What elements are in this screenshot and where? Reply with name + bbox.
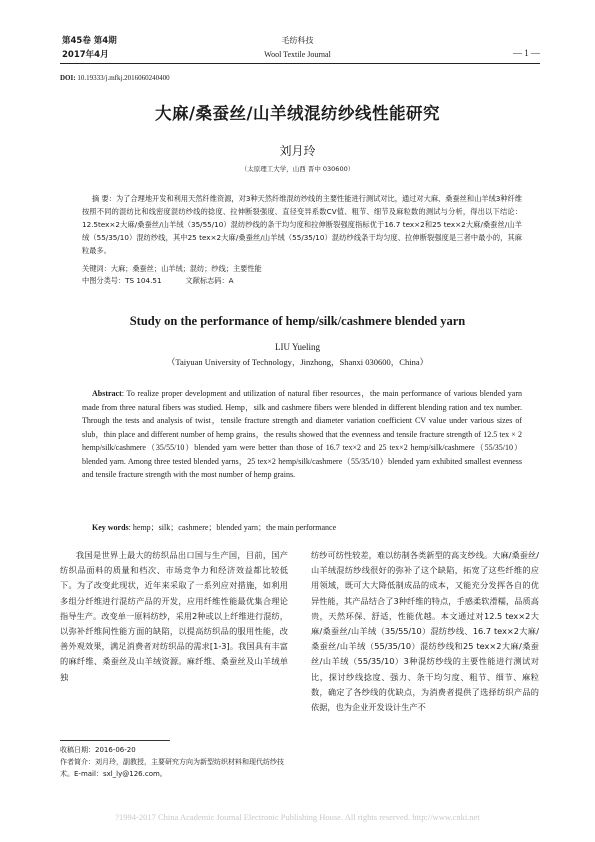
page-number: — 1 — xyxy=(513,48,540,58)
class-number: 中图分类号：TS 104.51 xyxy=(82,276,162,285)
body-column-left xyxy=(60,548,288,685)
classification-line xyxy=(82,276,234,286)
volume-issue: 第45卷 第4期 xyxy=(62,36,117,46)
doi-label: DOI: xyxy=(60,74,76,82)
body-column-right xyxy=(311,548,539,715)
english-title: Study on the performance of hemp/silk/cashmere blended yarn xyxy=(129,314,466,328)
journal-name-cn: 毛纺科技 xyxy=(281,36,314,45)
english-keywords xyxy=(92,522,336,533)
chinese-affiliation: （太原理工大学，山西 晋中 030600） xyxy=(240,165,355,173)
doi-line xyxy=(60,74,170,82)
abstract-label: Abstract xyxy=(92,389,122,398)
chinese-author: 刘月玲 xyxy=(279,144,316,158)
document-code: 文献标志码：A xyxy=(185,276,234,285)
footnote xyxy=(60,744,290,780)
keywords-label: Key words xyxy=(92,523,129,532)
chinese-title: 大麻/桑蚕丝/山羊绒混纺纱线性能研究 xyxy=(154,104,441,123)
publication-date: 2017年4月 xyxy=(62,50,109,60)
english-abstract xyxy=(82,387,522,482)
english-affiliation: （Taiyuan University of Technology，Jinzhong，Shanxi 030600，China） xyxy=(166,357,429,367)
copyright-watermark: ?1994-2017 China Academic Journal Electronic Publishing House. All rights reserved. http://www.cnki.net xyxy=(115,812,480,822)
footnote-rule xyxy=(60,740,170,741)
english-abstract-text: : To realize proper development and utilization of natural fiber resources，the main performance of various blended yarn made from three natural fibers was studied. Hemp，silk and cashmere fibers were blended in different blending ration and tex number. Through the tests and analysis of twist，tensile fracture strength and diameter variation coefficient CV value under various sizes of slub，thin place and different number of hemp grains，the results showed that the evenness and tensile fracture strength of 12.5 tex × 2 hemp/silk/cashmere（35/55/10）blended yarn were better than those of 16.7 tex×2 and 25 tex×2 hemp/silk/cashmere（55/35/10）blended yarn. Among three tested blended yarns，25 tex×2 hemp/silk/cashmere（55/35/10）blended yarn exhibited smallest evenness and tensile fracture strength with the most number of hemp grains. xyxy=(82,389,522,479)
english-author: LIU Yueling xyxy=(275,342,320,352)
author-bio: 作者简介：刘月玲，副教授，主要研究方向为新型纺织材料和现代纺纱技术。E-mail：sxl_ly@126.com。 xyxy=(60,758,284,778)
journal-name-en: Wool Textile Journal xyxy=(264,50,331,59)
english-keywords-text: : hemp；silk；cashmere；blended yarn；the main performance xyxy=(128,523,337,532)
body-paragraph: 我国是世界上最大的纺织品出口国与生产国，目前，国产纺织品面料的质量和档次、市场竞争力和经济效益都比较低下。为了改变此现状，近年来采取了一系列应对措施，如利用多组分纤维进行混纺产品的开发，应用纤维性能最优集合理论指导生产。改变单一原料纺纱，采用2种或以上纤维进行混纺，以弥补纤维间性能方面的缺陷，以提高纺织品的服用性能，改善外观效果，满足消费者对纺织品的需求[1-3]。我国具有丰富的麻纤维、桑蚕丝及山羊绒资源。麻纤维、桑蚕丝及山羊绒单独 xyxy=(60,550,288,682)
running-header-center xyxy=(0,34,595,62)
chinese-abstract xyxy=(82,192,522,257)
body-paragraph: 纺纱可纺性较差，难以纺制各类新型的高支纱线。大麻/桑蚕丝/山羊绒混纺纱线很好的弥补了这个缺陷，拓宽了这些纤维的应用领域，既可大大降低制成品的成本，又能充分发挥各自的优异性能，其产品结合了3种纤维的特点，手感柔软滑糯，品质高贵，天然环保、舒适，性能优越。本文通过对12.5 tex×2大麻/桑蚕丝/山羊绒（35/55/10）混纺纱线、16.7 tex×2大麻/桑蚕丝/山羊绒（55/35/10）混纺纱线和25 tex×2大麻/桑蚕丝/山羊绒（55/35/10）3种混纺纱线的主要性能进行测试对比，探讨纱线捻度、强力、条干均匀度、粗节、细节、麻粒数，确定了各纱线的优缺点，为消费者提供了选择纺织产品的依据，也为企业开发设计生产不 xyxy=(311,550,539,713)
header-rule xyxy=(60,63,540,64)
received-date: 收稿日期：2016-06-20 xyxy=(60,746,136,754)
chinese-abstract-text: 摘 要：为了合理地开发和利用天然纤维资源，对3种天然纤维混纺纱线的主要性能进行测试对比，通过对大麻、桑蚕丝和山羊绒3种纤维按照不同的混纺比和线密度混纺纱线的捻度、拉伸断裂强度、直径变异系数CV值、粗节、细节及麻粒数的测试与分析，得出以下结论：12.5tex×2大麻/桑蚕丝/山羊绒（35/55/10）混纺纱线的条干均匀度和拉伸断裂强度指标优于16.7 tex×2和25 tex×2大麻/桑蚕丝/山羊绒（55/35/10）混纺纱线，其中25 tex×2大麻/桑蚕丝/山羊绒（55/35/10）混纺纱线条干均匀度、拉伸断裂强度是三者中最小的，其麻粒最多。 xyxy=(82,194,522,255)
chinese-keywords: 关键词：大麻；桑蚕丝；山羊绒；混纺；纱线；主要性能 xyxy=(82,264,262,273)
doi-value: 10.19333/j.mfkj.2016060240400 xyxy=(75,74,170,82)
